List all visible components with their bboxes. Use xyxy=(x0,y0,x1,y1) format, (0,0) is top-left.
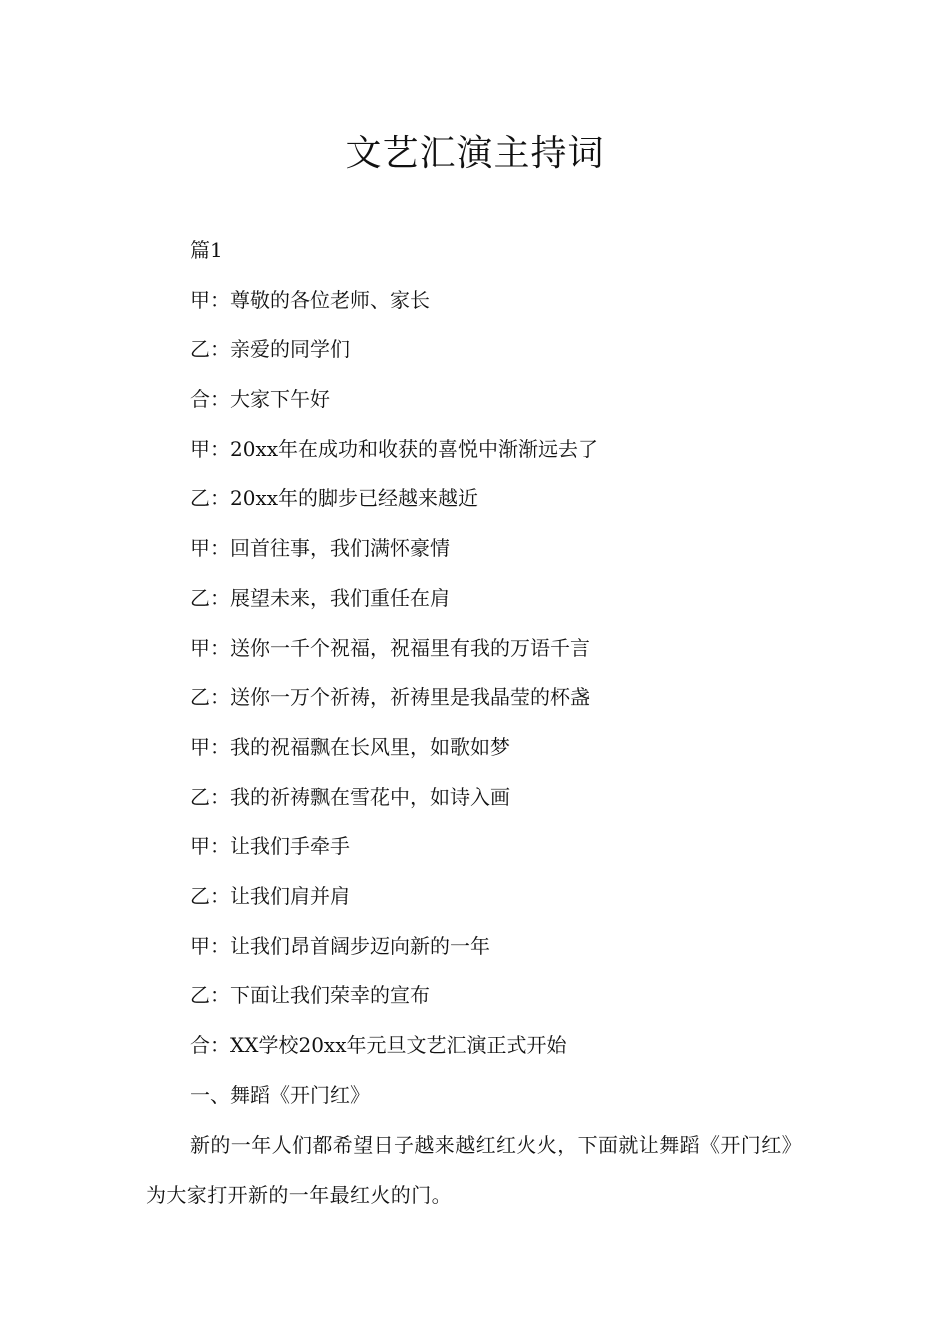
section-heading: 篇1 xyxy=(190,238,223,262)
dialogue-line: 乙：我的祈祷飘在雪花中，如诗入画 xyxy=(190,784,510,809)
dialogue-line: 甲：回首往事，我们满怀豪情 xyxy=(190,536,450,561)
dialogue-line: 乙：展望未来，我们重任在肩 xyxy=(190,585,450,610)
dialogue-line: 甲：让我们手牵手 xyxy=(190,834,350,859)
program-intro-paragraph: 新的一年人们都希望日子越来越红红火火，下面就让舞蹈《开门红》为大家打开新的一年最红火的门。 xyxy=(146,1133,802,1208)
dialogue-line: 合：大家下午好 xyxy=(190,387,330,412)
program-item-heading: 一、舞蹈《开门红》 xyxy=(190,1082,370,1107)
document-body xyxy=(146,226,814,1240)
dialogue-line: 合：XX学校20xx年元旦文艺汇演正式开始 xyxy=(190,1033,567,1057)
dialogue-line: 乙：下面让我们荣幸的宣布 xyxy=(190,983,430,1008)
dialogue-line: 甲：我的祝福飘在长风里，如歌如梦 xyxy=(190,734,510,759)
dialogue-line: 乙：20xx年的脚步已经越来越近 xyxy=(190,486,479,511)
dialogue-line: 乙：送你一万个祈祷，祈祷里是我晶莹的杯盏 xyxy=(190,685,590,710)
dialogue-line: 甲：20xx年在成功和收获的喜悦中渐渐远去了 xyxy=(190,436,599,461)
dialogue-line: 甲：让我们昂首阔步迈向新的一年 xyxy=(190,933,490,958)
dialogue-line: 乙：亲爱的同学们 xyxy=(190,337,350,362)
dialogue-line: 甲：送你一千个祝福，祝福里有我的万语千言 xyxy=(190,635,590,660)
dialogue-line: 甲：尊敬的各位老师、家长 xyxy=(190,287,430,312)
dialogue-line: 乙：让我们肩并肩 xyxy=(190,883,350,908)
document-title: 文艺汇演主持词 xyxy=(345,133,605,174)
